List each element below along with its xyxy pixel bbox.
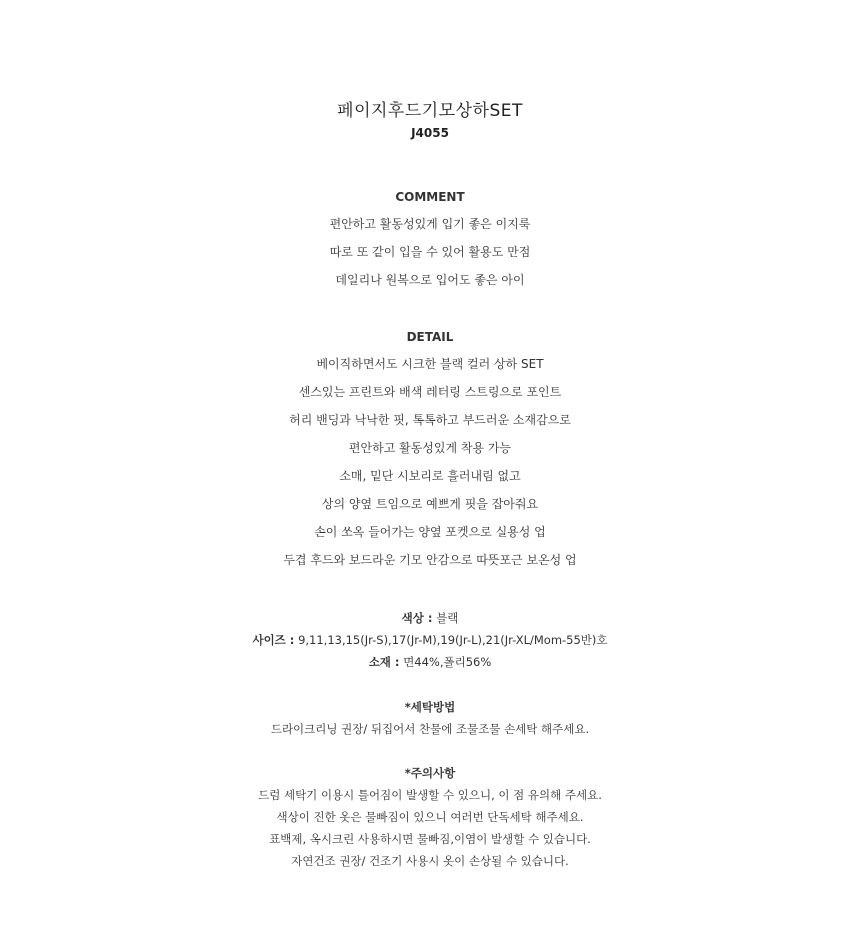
washing-heading: *세탁방법 <box>404 700 456 714</box>
spec-size-value: 9,11,13,15(Jr-S),17(Jr-M),19(Jr-L),21(Jr-XL/Mom-55반)호 <box>298 633 608 647</box>
spec-block <box>0 607 860 673</box>
caution-block <box>0 762 860 872</box>
comment-line: 편안하고 활동성있게 입기 좋은 이지룩 <box>329 217 531 231</box>
spec-size <box>0 629 860 651</box>
detail-line: 편안하고 활동성있게 착용 가능 <box>348 441 512 455</box>
spec-color-value: 블랙 <box>436 611 459 625</box>
spec-material-label: 소재 : <box>368 655 400 669</box>
washing-line: 드라이크리닝 권장/ 뒤집어서 찬물에 조물조물 손세탁 해주세요. <box>270 722 590 736</box>
caution-line: 색상이 진한 옷은 물빠짐이 있으니 여러번 단독세탁 해주세요. <box>276 810 584 824</box>
detail-line: 상의 양옆 트임으로 예쁘게 핏을 잡아줘요 <box>321 497 539 511</box>
washing-block <box>0 696 860 740</box>
detail-line: 베이직하면서도 시크한 블랙 컬러 상하 SET <box>316 357 544 371</box>
detail-line: 두겹 후드와 보드라운 기모 안감으로 따뜻포근 보온성 업 <box>283 553 577 567</box>
spec-material <box>0 651 860 673</box>
detail-line: 센스있는 프린트와 배색 레터링 스트링으로 포인트 <box>298 385 562 399</box>
caution-line: 표백제, 옥시크린 사용하시면 물빠짐,이염이 발생할 수 있습니다. <box>269 832 591 846</box>
comment-lines <box>0 210 860 294</box>
product-code: J4055 <box>411 126 449 140</box>
comment-line: 따로 또 같이 입을 수 있어 활용도 만점 <box>329 245 531 259</box>
detail-lines <box>0 350 860 574</box>
product-title: 페이지후드기모상하SET <box>337 101 523 121</box>
detail-line: 손이 쏘옥 들어가는 양옆 포켓으로 실용성 업 <box>314 525 546 539</box>
spec-size-label: 사이즈 : <box>252 633 295 647</box>
spec-material-value: 면44%,폴리56% <box>403 655 492 669</box>
detail-heading: DETAIL <box>406 330 454 344</box>
comment-line: 데일리나 원복으로 입어도 좋은 아이 <box>335 273 525 287</box>
spec-color-label: 색상 : <box>401 611 433 625</box>
caution-line: 드럼 세탁기 이용시 틀어짐이 발생할 수 있으니, 이 점 유의해 주세요. <box>258 788 602 802</box>
detail-line: 소매, 밑단 시보리로 흘러내림 없고 <box>339 469 521 483</box>
spec-color <box>0 607 860 629</box>
detail-line: 허리 밴딩과 낙낙한 핏, 톡톡하고 부드러운 소재감으로 <box>289 413 571 427</box>
caution-heading: *주의사항 <box>404 766 456 780</box>
caution-line: 자연건조 권장/ 건조기 사용시 옷이 손상될 수 있습니다. <box>291 854 569 868</box>
comment-heading: COMMENT <box>395 190 465 204</box>
